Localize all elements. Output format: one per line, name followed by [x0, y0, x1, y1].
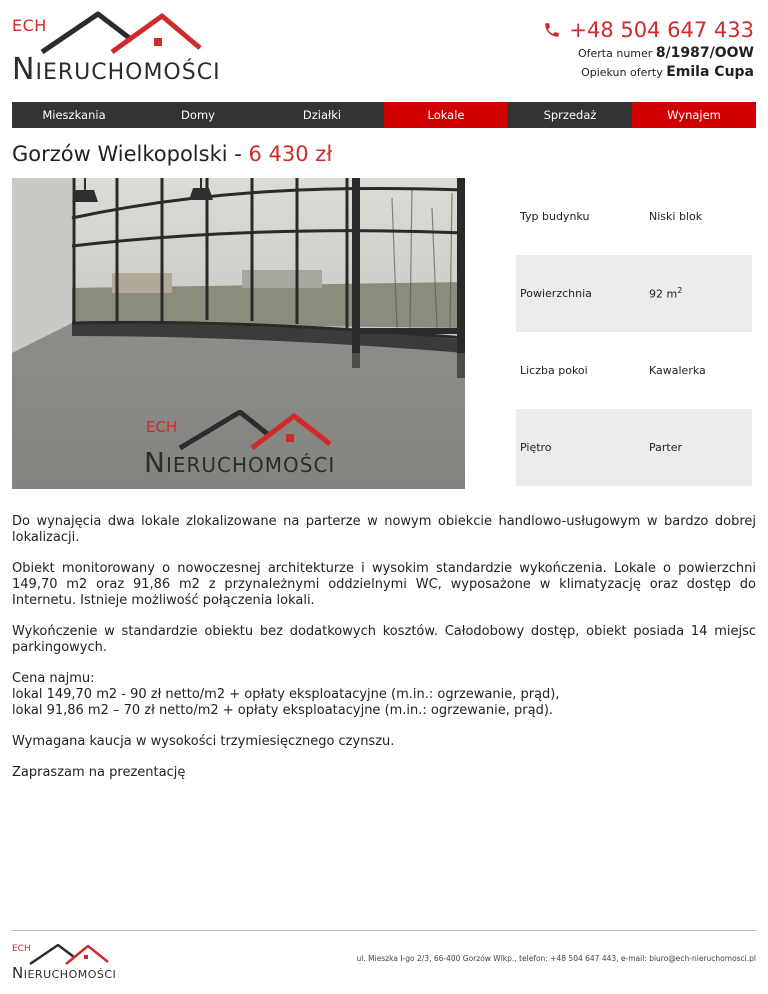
- description-paragraph: Wykończenie w standardzie obiektu bez dodatkowych kosztów. Całodobowy dostęp, obiekt posiada 14 miejsc parkingowych.: [12, 624, 756, 655]
- spec-key: Piętro: [520, 441, 552, 454]
- logo-ech-text: ECH: [12, 16, 47, 35]
- nav-item-lokale[interactable]: Lokale: [384, 102, 508, 128]
- spec-value: Niski blok: [649, 210, 703, 223]
- listing-title: [12, 142, 332, 166]
- listing-city: Gorzów Wielkopolski: [12, 142, 228, 166]
- footer-logo-ech: ECH: [12, 944, 31, 954]
- price-heading: Cena najmu:: [12, 671, 95, 686]
- agent-label: Opiekun oferty: [581, 66, 663, 79]
- title-separator: -: [227, 142, 249, 166]
- description-paragraph: Do wynajęcia dwa lokale zlokalizowane na parterze w nowym obiekcie handlowo-usługowym w bardzo dobrej lokalizacji.: [12, 514, 756, 545]
- watermark-ech: ECH: [146, 418, 178, 436]
- spec-key: Liczba pokoi: [520, 364, 588, 377]
- footer-logo[interactable]: [12, 942, 117, 982]
- nav-item-wynajem[interactable]: Wynajem: [632, 102, 756, 128]
- specs-table: [516, 178, 752, 486]
- description-paragraph: Zapraszam na prezentację: [12, 765, 186, 780]
- spec-value: 92 $m^2$: [649, 286, 683, 301]
- listing-description: [12, 514, 756, 796]
- spec-row-floor: [516, 409, 752, 486]
- offer-label: Oferta numer: [577, 47, 653, 60]
- listing-photo[interactable]: [12, 178, 465, 489]
- main-nav: [12, 102, 756, 128]
- offer-number-line: [543, 45, 754, 61]
- spec-value: Kawalerka: [649, 364, 706, 377]
- company-logo[interactable]: [12, 10, 221, 87]
- nav-item-dzialki[interactable]: Działki: [302, 108, 342, 122]
- price-line: lokal 149,70 m2 - 90 zł netto/m2 + opłaty eksploatacyjne (m.in.: ogrzewanie, prąd),: [12, 687, 560, 702]
- footer-address: ul. Mieszka I-go 2/3, 66-400 Gorzów Wlkp., telefon: +48 504 647 443, e-mail: biuro@ech-nieruchomosci.pl: [356, 954, 756, 963]
- nav-item-domy[interactable]: Domy: [181, 108, 215, 122]
- description-paragraph: Wymagana kaucja w wysokości trzymiesięcznego czynszu.: [12, 734, 395, 749]
- agent-name: Emila Cupa: [666, 64, 754, 80]
- watermark-brand: NIERUCHOMOŚCI: [144, 446, 336, 479]
- spec-row-area: [516, 255, 752, 332]
- nav-item-mieszkania[interactable]: Mieszkania: [42, 108, 106, 122]
- phone-text: +48 504 647 433: [569, 18, 754, 42]
- spec-key: Typ budynku: [520, 210, 590, 223]
- phone-icon: [543, 21, 561, 39]
- agent-line: [543, 64, 754, 80]
- spec-value: Parter: [649, 441, 683, 454]
- description-paragraph: Obiekt monitorowany o nowoczesnej architekturze i wysokim standardzie wykończenia. Lokale o powierzchni 149,70 m2 oraz 91,86 m2 z przynależnymi oddzielnymi WC, wyposażone w klimatyzację oraz dostęp do Internetu. Istnieje możliwość połączenia lokali.: [12, 561, 756, 608]
- description-price-paragraph: [12, 671, 756, 719]
- spec-row-building-type: [516, 178, 752, 255]
- offer-number: 8/1987/OOW: [655, 45, 754, 61]
- photo-watermark-logo: [142, 414, 342, 479]
- logo-brand-text: NIERUCHOMOŚCI: [12, 52, 221, 87]
- footer-logo-brand: NIERUCHOMOŚCI: [12, 964, 117, 982]
- nav-item-sprzedaz[interactable]: Sprzedaż: [543, 108, 597, 122]
- spec-row-rooms: [516, 332, 752, 409]
- contact-block: [543, 18, 754, 80]
- phone-number[interactable]: [543, 18, 754, 42]
- price-line: lokal 91,86 m2 – 70 zł netto/m2 + opłaty eksploatacyjne (m.in.: ogrzewanie, prąd).: [12, 703, 554, 718]
- listing-price: 6 430 zł: [248, 142, 333, 166]
- spec-key: Powierzchnia: [520, 287, 592, 300]
- footer-divider: [12, 930, 756, 931]
